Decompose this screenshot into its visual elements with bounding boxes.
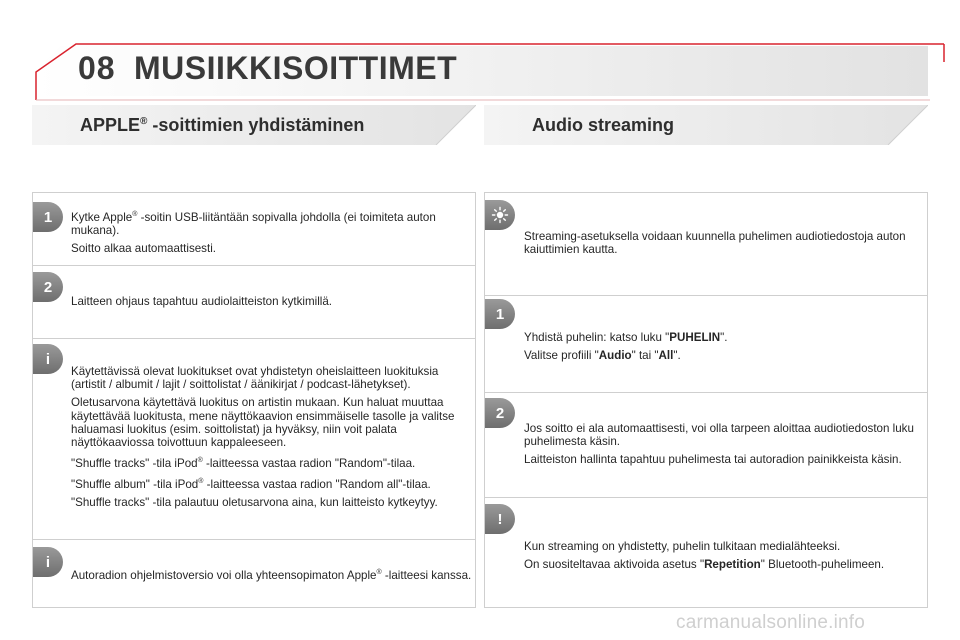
step-2-badge: 2 — [33, 272, 63, 302]
right-step-1-box — [484, 295, 928, 393]
right-step-2-box — [484, 392, 928, 498]
left-step-1-box — [32, 192, 476, 266]
right-tip-text: Streaming-asetuksella voidaan kuunnella puhelimen audiotiedostoja auton kaiuttimien kautta. — [524, 230, 906, 257]
left-section-band — [32, 105, 476, 145]
left-info-text: Käytettävissä olevat luokitukset ovat yhdistetyn oheislaitteen luokituksia (artistit / albumit / lajit / soittolistat / äänikirjat / podcast-lähetykset). Oletusarvona käytettävä luokitus on artistin mukaan. Kun haluat muuttaa käytettävää luokitusta, mene näyttökaavion ensimmäiselle tasolle ja valitse haluamasi luokitus (esim. soittolistat) ja hyväksy, niin voit palata näyttökaaviossa toivottuun kappaleeseen. "Shuffle tracks" -tila iPod® -laitteessa vastaa radion "Random"-tilaa. "Shuffle album" -tila iPod® -laitteessa vastaa radion "Random all"-tilaa. "Shuffle tracks" -tila palautuu oletusarvona aina, kun laitteisto kytkeytyy. — [71, 365, 455, 510]
right-tip-box — [484, 192, 928, 296]
left-step-1-text: Kytke Apple® -soitin USB-liitäntään sopivalla johdolla (ei toimiteta auton mukana). Soitto alkaa automaattisesti. — [71, 210, 436, 256]
chapter-title: MUSIIKKISOITTIMET — [134, 50, 458, 86]
right-step-2-text: Jos soitto ei ala automaattisesti, voi olla tarpeen aloittaa audiotiedoston luku puhelimesta käsin. Laitteiston hallinta tapahtuu puhelimesta tai autoradion painikkeista käsin. — [524, 422, 914, 467]
watermark: carmanualsonline.info — [676, 612, 866, 633]
info-icon: i — [33, 547, 63, 577]
chapter-number: 08 — [78, 50, 116, 86]
right-section-title: Audio streaming — [532, 115, 675, 135]
right-warning-box — [484, 497, 928, 608]
step-1-badge: 1 — [485, 299, 515, 329]
tip-badge — [485, 200, 515, 230]
right-step-1-text: Yhdistä puhelin: katso luku "PUHELIN". Valitse profiili "Audio" tai "All". — [524, 331, 728, 363]
right-warning-text: Kun streaming on yhdistetty, puhelin tulkitaan medialähteeksi. On suositeltavaa aktivoida asetus "Repetition" Bluetooth-puhelimeen. — [524, 540, 885, 572]
left-info-box — [32, 338, 476, 540]
left-step-2-text: Laitteen ohjaus tapahtuu audiolaitteiston kytkimillä. — [71, 295, 333, 308]
warning-icon: ! — [485, 504, 515, 534]
left-info-2-text: Autoradion ohjelmistoversio voi olla yhteensopimaton Apple® -laitteesi kanssa. — [71, 568, 472, 582]
left-info-box-2 — [32, 539, 476, 608]
left-section-title: APPLE® -soittimien yhdistäminen — [80, 115, 365, 135]
right-section-band — [484, 105, 928, 145]
page-header — [0, 0, 960, 108]
step-1-badge: 1 — [33, 202, 63, 232]
sun-icon — [491, 206, 509, 224]
left-step-2-box — [32, 265, 476, 339]
info-icon: i — [33, 344, 63, 374]
step-2-badge: 2 — [485, 398, 515, 428]
